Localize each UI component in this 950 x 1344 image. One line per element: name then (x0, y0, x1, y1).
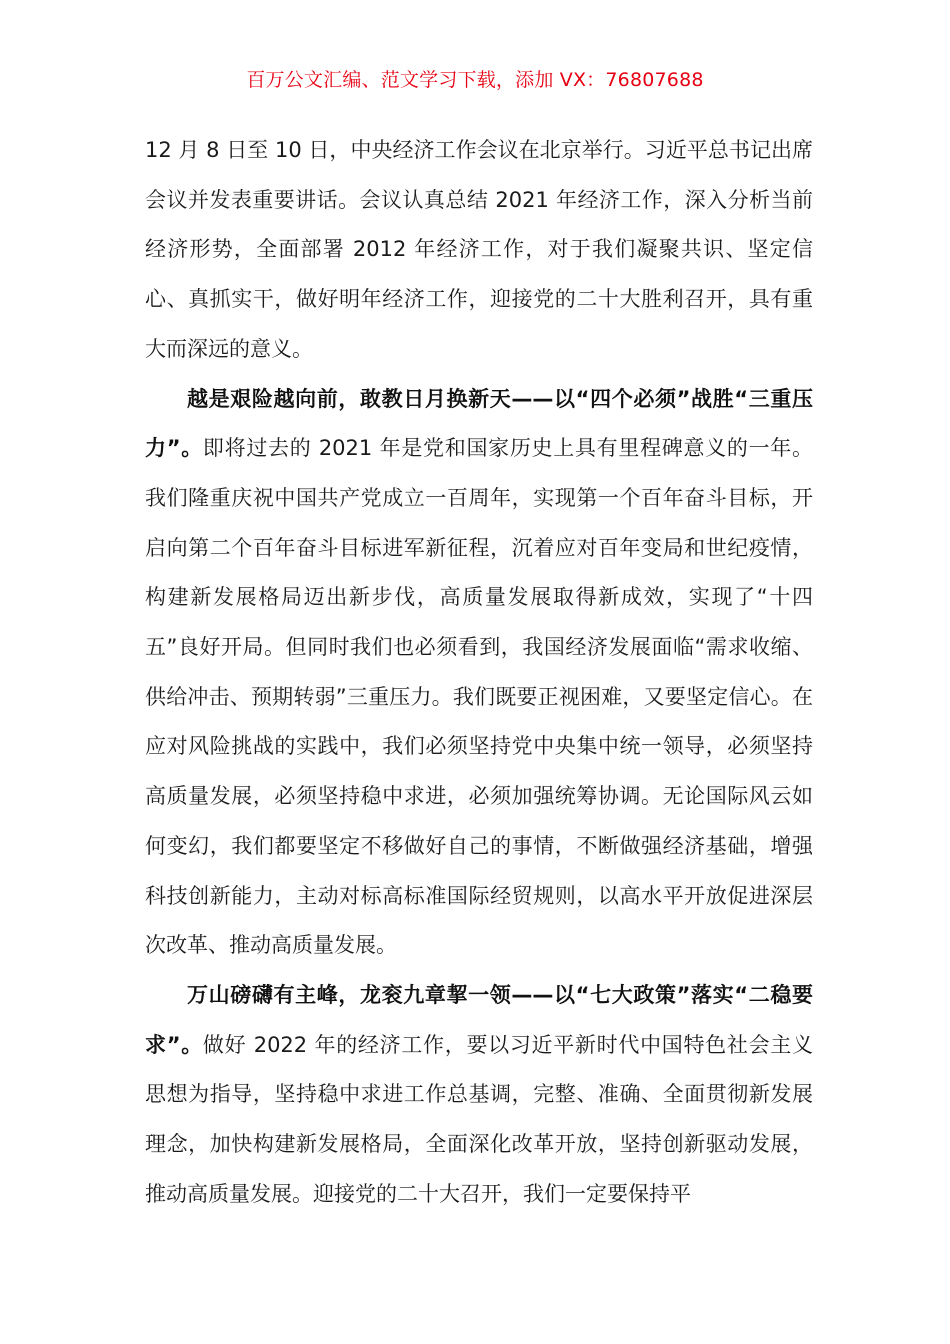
section-body-2: 做好 2022 年的经济工作，要以习近平新时代中国特色社会主义思想为指导，坚持稳中求进工作总基调，完整、准确、全面贯彻新发展理念，加快构建新发展格局，全面深化改革开放，坚持创新驱动发展，推动高质量发展。迎接党的二十大召开，我们一定要保持平 (145, 1032, 813, 1206)
paragraph-section-1 (145, 375, 813, 971)
section-heading-1: 越是艰险越向前，敢教日月换新天——以“四个必须”战胜“三重压力”。 (145, 386, 813, 461)
paragraph-intro: 12 月 8 日至 10 日，中央经济工作会议在北京举行。习近平总书记出席会议并发表重要讲话。会议认真总结 2021 年经济工作，深入分析当前经济形势，全面部署 2012 年经济工作，对于我们凝聚共识、坚定信心、真抓实干，做好明年经济工作，迎接党的二十大胜利召开，具有重大而深远的意义。 (145, 138, 813, 361)
document-body (145, 126, 813, 1219)
section-heading-2: 万山磅礴有主峰，龙衮九章挈一领——以“七大政策”落实“二稳要求”。 (145, 982, 813, 1057)
paragraph-section-2 (145, 971, 813, 1220)
section-body-1: 即将过去的 2021 年是党和国家历史上具有里程碑意义的一年。我们隆重庆祝中国共产党成立一百周年，实现第一个百年奋斗目标，开启向第二个百年奋斗目标进军新征程，沉着应对百年变局和世纪疫情，构建新发展格局迈出新步伐，高质量发展取得新成效，实现了“十四五”良好开局。但同时我们也必须看到，我国经济发展面临“需求收缩、供给冲击、预期转弱”三重压力。我们既要正视困难，又要坚定信心。在应对风险挑战的实践中，我们必须坚持党中央集中统一领导，必须坚持高质量发展，必须坚持稳中求进，必须加强统筹协调。无论国际风云如何变幻，我们都要坚定不移做好自己的事情，不断做强经济基础，增强科技创新能力，主动对标高标准国际经贸规则，以高水平开放促进深层次改革、推动高质量发展。 (145, 436, 813, 958)
page-header-watermark: 百万公文汇编、范文学习下载，添加 VX：76807688 (246, 69, 704, 91)
